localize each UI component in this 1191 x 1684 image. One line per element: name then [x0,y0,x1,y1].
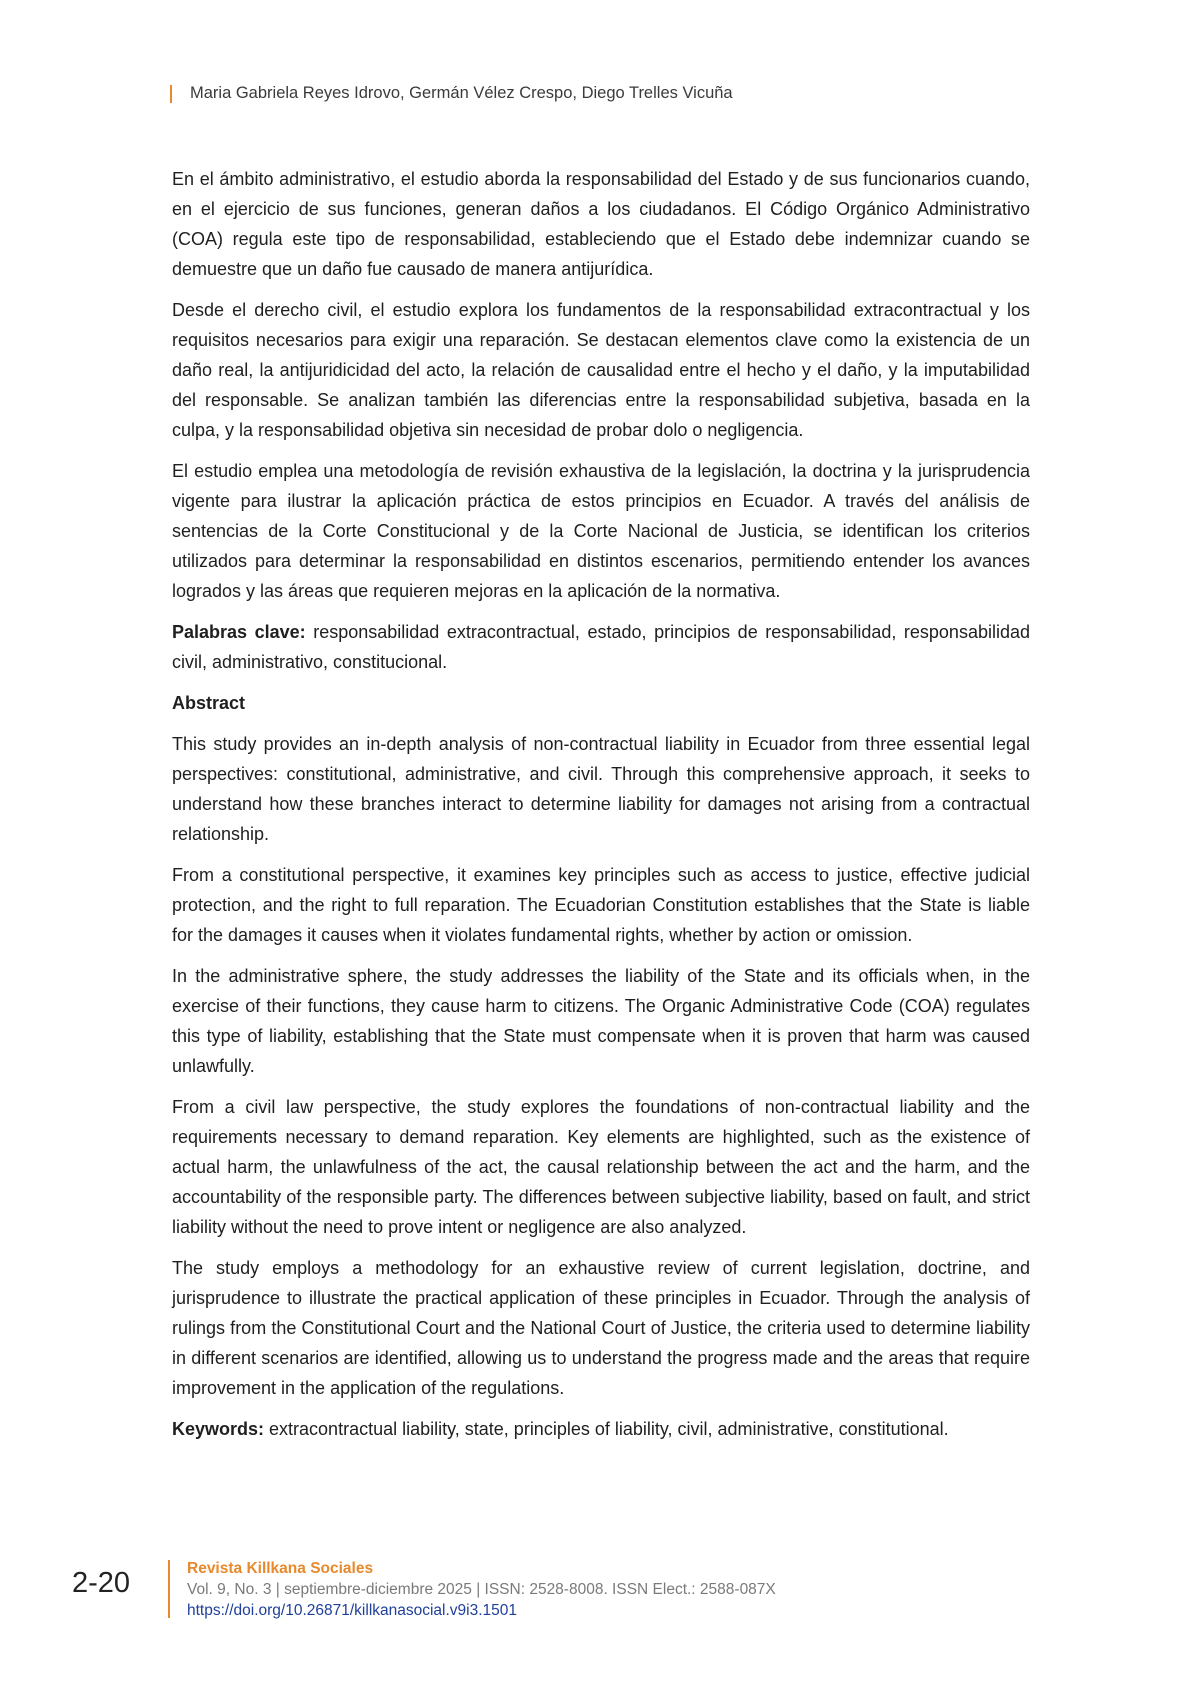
paragraph-civil-es: Desde el derecho civil, el estudio explora los fundamentos de la responsabilidad extracontractual y los requisitos necesarios para exigir una reparación. Se destacan elementos clave como la existencia de un daño real, la antijuridicidad del acto, la relación de causalidad entre el hecho y el daño, y la imputabilidad del responsable. Se analizan también las diferencias entre la responsabilidad subjetiva, basada en la culpa, y la responsabilidad objetiva sin necesidad de probar dolo o negligencia. [172,300,1030,440]
keywords-es-label: Palabras clave: [172,622,306,642]
abstract-paragraph-2: From a constitutional perspective, it examines key principles such as access to justice, effective judicial protection, and the right to full reparation. The Ecuadorian Constitution establishes that the State is liable for the damages it causes when it violates fundamental rights, whether by action or omission. [172,865,1030,945]
header-accent-bar [170,85,172,103]
abstract-paragraph-5: The study employs a methodology for an exhaustive review of current legislation, doctrine, and jurisprudence to illustrate the practical application of these principles in Ecuador. Through the analysis of rulings from the Constitutional Court and the National Court of Justice, the criteria used to determine liability in different scenarios are identified, allowing us to understand the progress made and the areas that require improvement in the application of the regulations. [172,1258,1030,1398]
keywords-es-text: responsabilidad extracontractual, estado, principios de responsabilidad, responsabilidad civil, administrativo, constitucional. [172,622,1030,672]
keywords-es [172,617,1030,677]
footer-info [187,1558,776,1621]
paragraph-administrative-es: En el ámbito administrativo, el estudio aborda la responsabilidad del Estado y de sus funcionarios cuando, en el ejercicio de sus funciones, generan daños a los ciudadanos. El Código Orgánico Administrativo (COA) regula este tipo de responsabilidad, estableciendo que el Estado debe indemnizar cuando se demuestre que un daño fue causado de manera antijurídica. [172,169,1030,279]
volume-info: Vol. 9, No. 3 | septiembre-diciembre 2025 | ISSN: 2528-8008. ISSN Elect.: 2588-087X [187,1581,776,1598]
abstract-heading: Abstract [172,693,246,713]
main-text [172,164,1030,1455]
keywords-en-text: extracontractual liability, state, principles of liability, civil, administrative, constitutional. [264,1419,949,1439]
keywords-en-label: Keywords: [172,1419,265,1439]
footer-accent-bar [168,1560,170,1618]
abstract-paragraph-1: This study provides an in-depth analysis of non-contractual liability in Ecuador from three essential legal perspectives: constitutional, administrative, and civil. Through this comprehensive approach, it seeks to understand how these branches interact to determine liability for damages not arising from a contractual relationship. [172,734,1030,844]
abstract-paragraph-4: From a civil law perspective, the study explores the foundations of non-contractual liability and the requirements necessary to demand reparation. Key elements are highlighted, such as the existence of actual harm, the unlawfulness of the act, the causal relationship between the act and the harm, and the accountability of the responsible party. The differences between subjective liability, based on fault, and strict liability without the need to prove intent or negligence are also analyzed. [172,1097,1030,1237]
doi-link[interactable]: https://doi.org/10.26871/killkanasocial.v9i3.1501 [187,1602,518,1619]
header-authors: Maria Gabriela Reyes Idrovo, Germán Vélez Crespo, Diego Trelles Vicuña [190,84,733,102]
keywords-en [172,1414,1030,1444]
page-number: 2-20 [72,1567,131,1599]
running-header [170,84,733,103]
journal-name: Revista Killkana Sociales [187,1560,374,1577]
paragraph-methodology-es: El estudio emplea una metodología de revisión exhaustiva de la legislación, la doctrina y la jurisprudencia vigente para ilustrar la aplicación práctica de estos principios en Ecuador. A través del análisis de sentencias de la Corte Constitucional y de la Corte Nacional de Justicia, se identifican los criterios utilizados para determinar la responsabilidad en distintos escenarios, permitiendo entender los avances logrados y las áreas que requieren mejoras en la aplicación de la normativa. [172,461,1030,601]
abstract-paragraph-3: In the administrative sphere, the study addresses the liability of the State and its officials when, in the exercise of their functions, they cause harm to citizens. The Organic Administrative Code (COA) regulates this type of liability, establishing that the State must compensate when it is proven that harm was caused unlawfully. [172,966,1030,1076]
